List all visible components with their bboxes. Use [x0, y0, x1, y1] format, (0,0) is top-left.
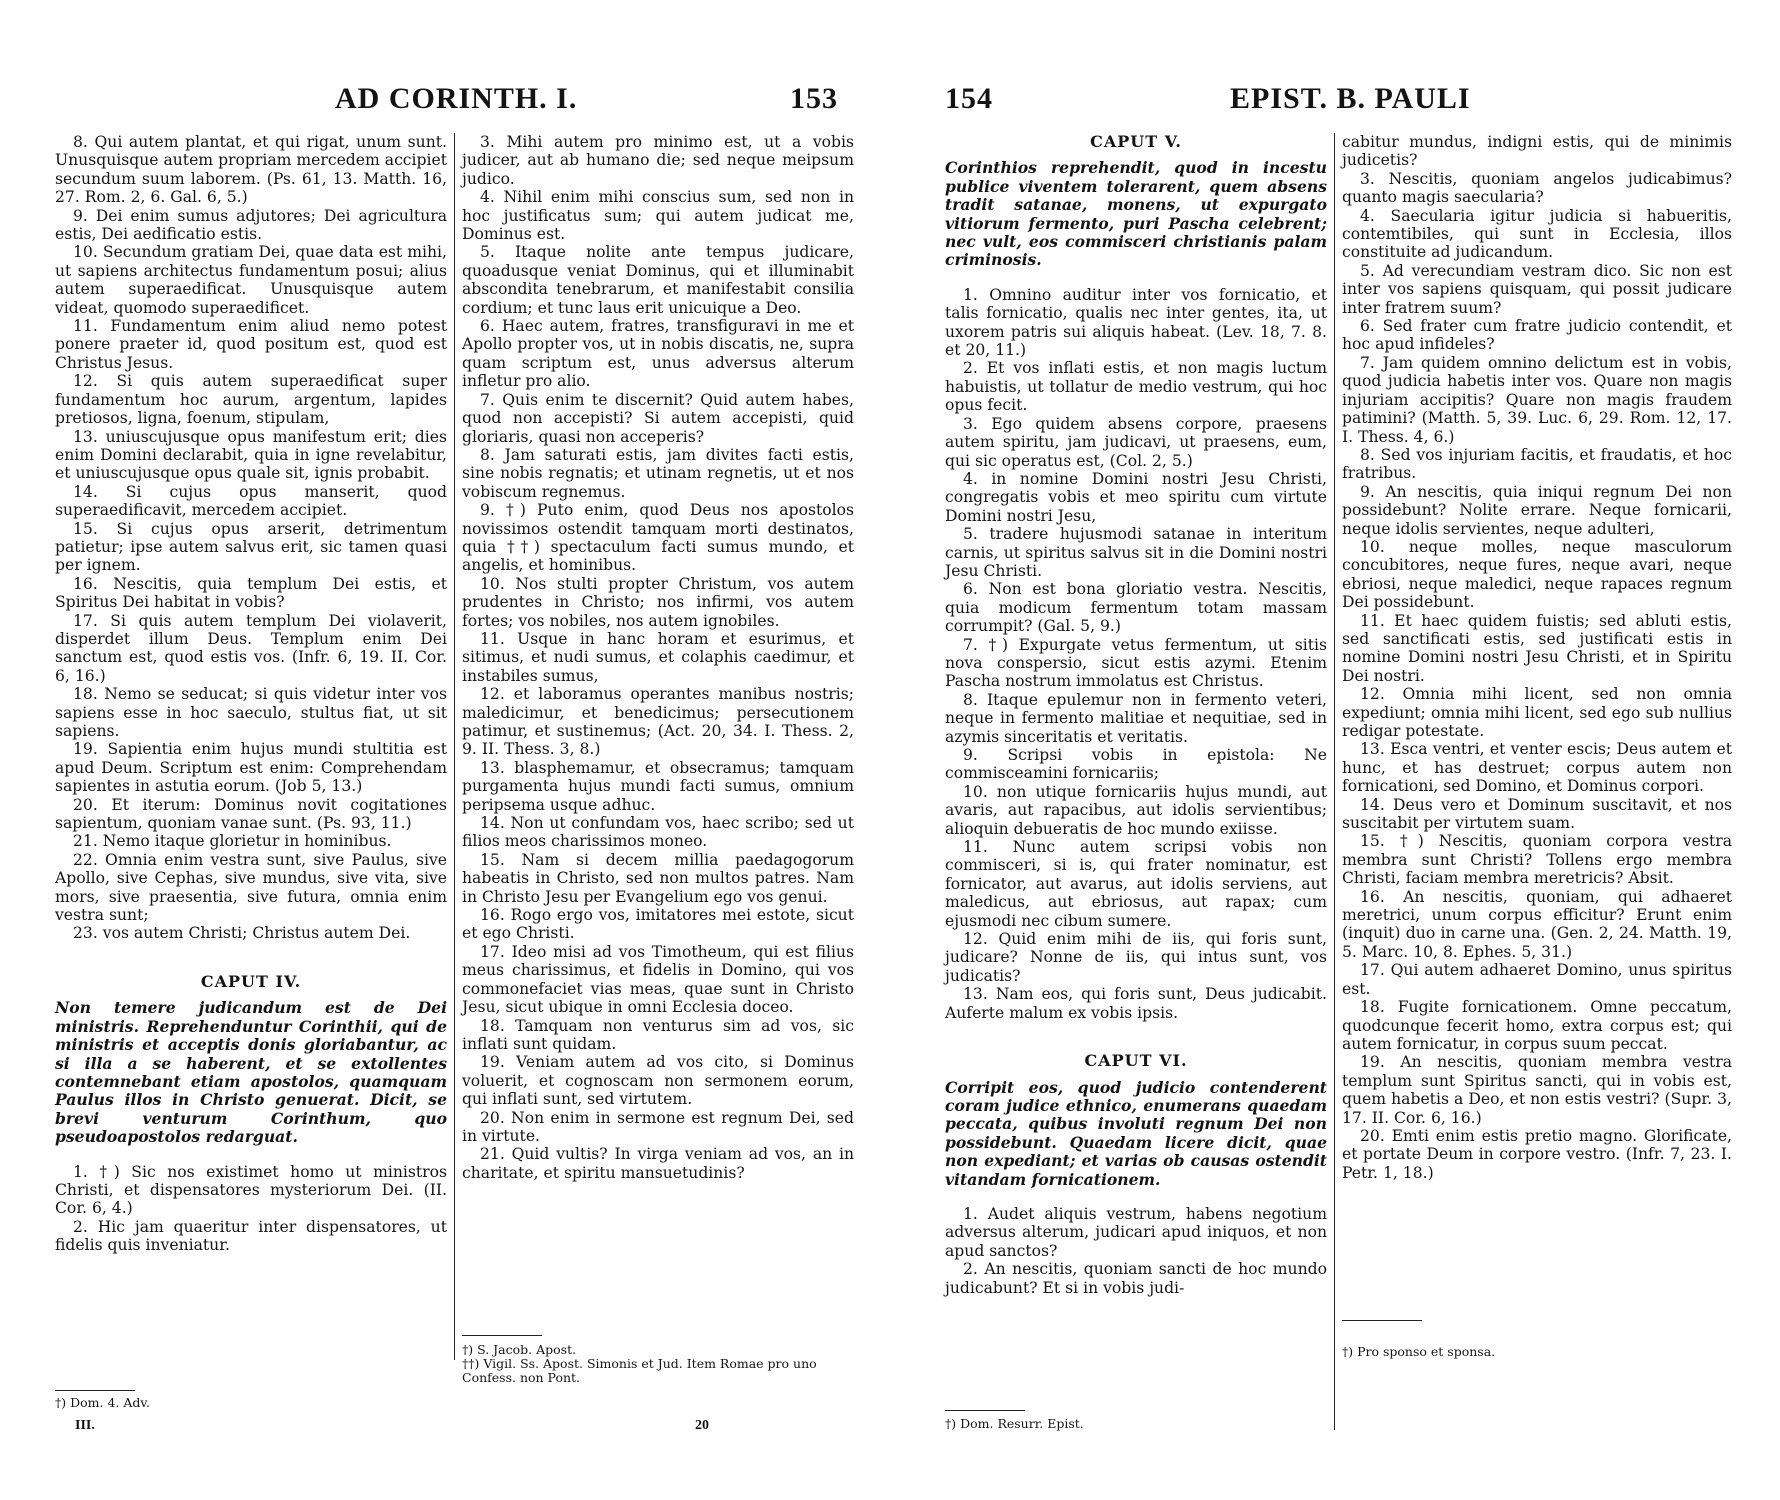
verse: 5. Ad verecundiam vestram dico. Sic non est inter vos sapiens quisquam, qui possit judicare inter fratrem suum?: [1342, 261, 1732, 317]
footnote: †) Dom. 4. Adv.: [55, 1395, 150, 1410]
verse: 4. Saecularia igitur judicia si habueritis, contemtibiles, qui sunt in Ecclesia, illos constituite ad judicandum.: [1342, 206, 1732, 262]
verse: 14. Deus vero et Dominum suscitavit, et nos suscitabit per virtutem suam.: [1342, 795, 1732, 833]
verse: 12. Si quis autem superaedificat super fundamentum hoc aurum, argentum, lapides pretiosos, ligna, foenum, stipulam,: [55, 372, 447, 428]
verse: 20. Non enim in sermone est regnum Dei, sed in virtute.: [462, 1108, 854, 1145]
verse: 6. Haec autem, fratres, transfiguravi in me et Apollo propter vos, ut in nobis discatis, ne, supra quam scriptum est, unus adversus alterum infletur pro alio.: [462, 317, 854, 391]
left-page-header: [55, 82, 855, 122]
page-number: 154: [945, 82, 993, 115]
verse: 17. Qui autem adhaeret Domino, unus spiritus est.: [1342, 961, 1732, 998]
sheet-number: 20: [695, 1418, 709, 1433]
verse: 19. Veniam autem ad vos cito, si Dominus voluerit, et cognoscam non sermonem eorum, qui inflati sunt, sed virtutem.: [462, 1053, 854, 1109]
verse: 3. Nescitis, quoniam angelos judicabimus? quanto magis saecularia?: [1342, 169, 1732, 207]
running-title: AD CORINTH. I.: [335, 82, 578, 115]
chapter-heading: CAPUT IV.: [200, 971, 302, 991]
verse: 17. Ideo misi ad vos Timotheum, qui est filius meus charissimus, et fidelis in Domino, qui vos commonefaciet vias meas, quae sunt in Christo Jesu, sicut ubique in omni Ecclesia doceo.: [462, 942, 854, 1017]
verse: 17. Si quis autem templum Dei violaverit, disperdet illum Deus. Templum enim Dei sanctum est, quod estis vos. (Infr. 6, 19. II. Cor. 6, 16.): [55, 611, 447, 685]
verse: 1. Audet aliquis vestrum, habens negotium adversus alterum, judicari apud iniquos, et non apud sanctos?: [945, 1204, 1327, 1260]
verse: 13. Nam eos, qui foris sunt, Deus judicabit. Auferte malum ex vobis ipsis.: [945, 985, 1327, 1022]
verse: 21. Nemo itaque glorietur in hominibus.: [73, 832, 392, 851]
verse: 15. Si cujus opus arserit, detrimentum patietur; ipse autem salvus erit, sic tamen quasi per ignem.: [55, 519, 447, 575]
verse: 2. Et vos inflati estis, et non magis luctum habuistis, ut tollatur de medio vestrum, qui hoc opus fecit.: [945, 359, 1327, 415]
verse: 5. Itaque nolite ante tempus judicare, quoadusque veniat Dominus, qui et illuminabit abscondita tenebrarum, et manifestabit consilia cordium; et tunc laus erit unicuique a Deo.: [462, 243, 854, 317]
verse: 15. †) Nescitis, quoniam corpora vestra membra sunt Christi? Tollens ergo membra Christi, faciam membra meretricis? Absit.: [1342, 832, 1732, 888]
verse: 9. †) Puto enim, quod Deus nos apostolos novissimos ostendit tamquam morti destinatos, quia ††) spectaculum facti sumus mundo, et angelis, et hominibus.: [462, 501, 854, 575]
footnote: †) Dom. Resurr. Epist.: [945, 1416, 1084, 1431]
verse: 19. Sapientia enim hujus mundi stultitia est apud Deum. Scriptum est enim: Comprehendam sapientes in astutia eorum. (Job 5, 13.): [55, 740, 447, 796]
chapter-argument: Corinthios reprehendit, quod in incestu publice viventem tolerarent, quem absens tradit satanae, monens, ut expurgato vitiorum fermento, puri Pascha celebrent; nec vult, eos commisceri christianis palam criminosis.: [945, 158, 1327, 270]
right-page: [945, 0, 1745, 1500]
footnote-rule: [1342, 1320, 1422, 1321]
left-column-2: [462, 133, 854, 1182]
footnote-rule: [55, 1390, 135, 1391]
chapter-heading: CAPUT V.: [1090, 132, 1182, 151]
verse: 3. Mihi autem pro minimo est, ut a vobis judicer, aut ab humano die; sed neque meipsum judico.: [462, 133, 854, 188]
footnote: ††) Vigil. Ss. Apost. Simonis et Jud. Item Romae pro uno Confess. non Pont.: [462, 1356, 817, 1385]
verse: 22. Omnia enim vestra sunt, sive Paulus, sive Apollo, sive Cephas, sive mundus, sive vita, sive mors, sive praesentia, sive futura, omnia enim vestra sunt;: [55, 850, 447, 925]
right-column-2: [1342, 133, 1732, 1182]
verse: 9. An nescitis, quia iniqui regnum Dei non possidebunt? Nolite errare. Neque fornicarii, neque idolis servientes, neque adulteri,: [1342, 482, 1732, 538]
verse: 2. Hic jam quaeritur inter dispensatores, ut fidelis quis inveniatur.: [55, 1217, 447, 1255]
verse: 11. Et haec quidem fuistis; sed abluti estis, sed sanctificati estis, sed justificati estis in nomine Domini nostri Jesu Christi, et in Spiritu Dei nostri.: [1342, 611, 1732, 685]
verse: 13. Esca ventri, et venter escis; Deus autem et hunc, et has destruet; corpus autem non fornicationi, sed Domino, et Dominus corpori.: [1342, 740, 1732, 796]
verse: 10. Secundum gratiam Dei, quae data est mihi, ut sapiens architectus fundamentum posui; alius autem superaedificat. Unusquisque autem videat, quomodo superaedificet.: [55, 243, 447, 317]
verse-continuation: cabitur mundus, indigni estis, qui de minimis judicetis?: [1342, 133, 1732, 170]
verse: 10. neque molles, neque masculorum concubitores, neque fures, neque avari, neque ebriosi, neque maledici, neque rapaces regnum Dei possidebunt.: [1342, 537, 1732, 612]
running-title: EPIST. B. PAULI: [1230, 82, 1471, 115]
column-divider: [454, 133, 455, 1360]
verse: 12. Quid enim mihi de iis, qui foris sunt, judicare? Nonne de iis, qui intus sunt, vos judicatis?: [945, 930, 1327, 985]
page-number: 153: [790, 82, 838, 115]
verse: 5. tradere hujusmodi satanae in interitum carnis, ut spiritus salvus sit in die Domini nostri Jesu Christi.: [945, 525, 1327, 580]
verse: 18. Tamquam non venturus sim ad vos, sic inflati sunt quidam.: [462, 1016, 854, 1053]
footnote-rule: [945, 1410, 1025, 1411]
verse: 4. Nihil enim mihi conscius sum, sed non in hoc justificatus sum; qui autem judicat me, Dominus est.: [462, 188, 854, 244]
verse: 1. †) Sic nos existimet homo ut ministros Christi, et dispensatores mysteriorum Dei. (II. Cor. 6, 4.): [55, 1162, 447, 1218]
verse: 8. Itaque epulemur non in fermento veteri, neque in fermento malitiae et nequitiae, sed in azymis sinceritatis et veritatis.: [945, 690, 1327, 746]
verse: 3. Ego quidem absens corpore, praesens autem spiritu, jam judicavi, ut praesens, eum, qui sic operatus est, (Col. 2, 5.): [945, 414, 1327, 470]
verse: 13. uniuscujusque opus manifestum erit; dies enim Domini declarabit, quia in igne revelabitur, et uniuscujusque opus quale sit, ignis probabit.: [55, 427, 447, 483]
right-page-header: [945, 82, 1745, 122]
verse: 8. Qui autem plantat, et qui rigat, unum sunt. Unusquisque autem propriam mercedem accipiet secundum suum laborem. (Ps. 61, 13. Matth. 16, 27. Rom. 2, 6. Gal. 6, 5.): [55, 133, 447, 207]
verse: 16. Nescitis, quia templum Dei estis, et Spiritus Dei habitat in vobis?: [55, 574, 447, 612]
verse: 23. vos autem Christi; Christus autem Dei.: [73, 924, 411, 943]
footnote: †) Pro sponso et sponsa.: [1342, 1344, 1496, 1359]
verse: 18. Fugite fornicationem. Omne peccatum, quodcunque fecerit homo, extra corpus est; qui autem fornicatur, in corpus suum peccat.: [1342, 998, 1732, 1053]
right-column-1: [945, 133, 1327, 1297]
chapter-heading: CAPUT VI.: [1084, 1051, 1188, 1071]
footnotes: [462, 1343, 852, 1385]
verse: 12. et laboramus operantes manibus nostris; maledicimur, et benedicimus; persecutionem patimur, et sustinemus; (Act. 20, 34. I. Thess. 2, 9. II. Thess. 3, 8.): [462, 685, 854, 759]
column-divider: [1334, 133, 1335, 1430]
signature-mark: III.: [75, 1418, 95, 1433]
verse: 16. Rogo ergo vos, imitatores mei estote, sicut et ego Christi.: [462, 906, 854, 943]
verse: 20. Et iterum: Dominus novit cogitationes sapientum, quoniam vanae sunt. (Ps. 93, 11.): [55, 795, 447, 833]
verse: 11. Nunc autem scripsi vobis non commisceri, si is, qui frater nominatur, est fornicator, aut avarus, aut idolis serviens, aut maledicus, aut ebriosus, aut rapax; cum ejusmodi nec cibum sumere.: [945, 838, 1327, 930]
footnote: †) S. Jacob. Apost.: [462, 1342, 577, 1357]
verse: 14. Non ut confundam vos, haec scribo; sed ut filios meos charissimos moneo.: [462, 814, 854, 851]
verse: 12. Omnia mihi licent, sed non omnia expediunt; omnia mihi licent, sed ego sub nullius redigar potestate.: [1342, 685, 1732, 740]
verse: 8. Jam saturati estis, jam divites facti estis, sine nobis regnatis; et utinam regnetis, ut et nos vobiscum regnemus.: [462, 445, 854, 501]
chapter-argument: Corripit eos, quod judicio contenderent coram judice ethnico, enumerans quaedam peccata, quibus involuti regnum Dei non possidebunt. Quaedam licere dicit, quae non expediant; et varias ob causas ostendit vitandam fornicationem.: [945, 1077, 1327, 1189]
footnote-rule: [462, 1335, 542, 1336]
verse: 15. Nam si decem millia paedagogorum habeatis in Christo, sed non multos patres. Nam in Christo Jesu per Evangelium ego vos genui.: [462, 850, 854, 906]
verse: 19. An nescitis, quoniam membra vestra templum sunt Spiritus sancti, qui in vobis est, quem habetis a Deo, et non estis vestri? (Supr. 3, 17. II. Cor. 6, 16.): [1342, 1053, 1732, 1127]
verse: 10. Nos stulti propter Christum, vos autem prudentes in Christo; nos infirmi, vos autem fortes; vos nobiles, nos autem ignobiles.: [462, 574, 854, 630]
verse: 8. Sed vos injuriam facitis, et fraudatis, et hoc fratribus.: [1342, 445, 1732, 483]
verse: 9. Dei enim sumus adjutores; Dei agricultura estis, Dei aedificatio estis.: [55, 206, 447, 244]
verse: 13. blasphemamur, et obsecramus; tamquam purgamenta hujus mundi facti sumus, omnium peripsema usque adhuc.: [462, 758, 854, 814]
verse: 21. Quid vultis? In virga veniam ad vos, an in charitate, et spiritu mansuetudinis?: [462, 1145, 854, 1182]
verse: 11. Fundamentum enim aliud nemo potest ponere praeter id, quod positum est, quod est Christus Jesus.: [55, 317, 447, 372]
verse: 6. Sed frater cum fratre judicio contendit, et hoc apud infideles?: [1342, 317, 1732, 354]
verse: 4. in nomine Domini nostri Jesu Christi, congregatis vobis et meo spiritu cum virtute Domini nostri Jesu,: [945, 469, 1327, 525]
verse: 20. Emti enim estis pretio magno. Glorificate, et portate Deum in corpore vestro. (Infr. 7, 23. I. Petr. 1, 18.): [1342, 1126, 1732, 1182]
verse: 1. Omnino auditur inter vos fornicatio, et talis fornicatio, qualis nec inter gentes, ita, ut uxorem patris sui aliquis habeat. (Lev. 18, 7. 8. et 20, 11.): [945, 285, 1327, 360]
chapter-argument: Non temere judicandum est de Dei ministris. Reprehenduntur Corinthii, qui de ministris et acceptis donis gloriabantur, ac si illa a se haberent, et se extollentes contemnebant etiam apostolos, quamquam Paulus illos in Christo genuerat. Dicit, se brevi venturum Corinthum, quo pseudoapostolos redarguat.: [55, 998, 447, 1147]
verse: 11. Usque in hanc horam et esurimus, et sitimus, et nudi sumus, et colaphis caedimur, et instabiles sumus,: [462, 629, 854, 685]
left-page: [55, 0, 855, 1500]
verse: 16. An nescitis, quoniam, qui adhaeret meretrici, unum corpus efficitur? Erunt enim (inquit) duo in carne una. (Gen. 2, 24. Matth. 19, 5. Marc. 10, 8. Ephes. 5, 31.): [1342, 887, 1732, 961]
verse: 10. non utique fornicariis hujus mundi, aut avaris, aut rapacibus, aut idolis servientibus; alioquin debueratis de hoc mundo exiisse.: [945, 782, 1327, 838]
verse: 2. An nescitis, quoniam sancti de hoc mundo judicabunt? Et si in vobis judi-: [945, 1260, 1327, 1297]
verse: 7. Jam quidem omnino delictum est in vobis, quod judicia habetis inter vos. Quare non magis injuriam accipitis? Quare non magis fraudem patimini? (Matth. 5, 39. Luc. 6, 29. Rom. 12, 17. I. Thess. 4, 6.): [1342, 353, 1732, 446]
verse: 7. †) Expurgate vetus fermentum, ut sitis nova conspersio, sicut estis azymi. Etenim Pascha nostrum immolatus est Christus.: [945, 635, 1327, 691]
verse: 14. Si cujus opus manserit, quod superaedificavit, mercedem accipiet.: [55, 482, 447, 520]
verse: 18. Nemo se seducat; si quis videtur inter vos sapiens esse in hoc saeculo, stultus fiat, ut sit sapiens.: [55, 685, 447, 740]
left-column-1: [55, 133, 447, 1255]
verse: 6. Non est bona gloriatio vestra. Nescitis, quia modicum fermentum totam massam corrumpit? (Gal. 5, 9.): [945, 580, 1327, 636]
verse: 7. Quis enim te discernit? Quid autem habes, quod non accepisti? Si autem accepisti, quid gloriaris, quasi non acceperis?: [462, 390, 854, 446]
verse: 9. Scripsi vobis in epistola: Ne commisceamini fornicariis;: [945, 746, 1327, 783]
